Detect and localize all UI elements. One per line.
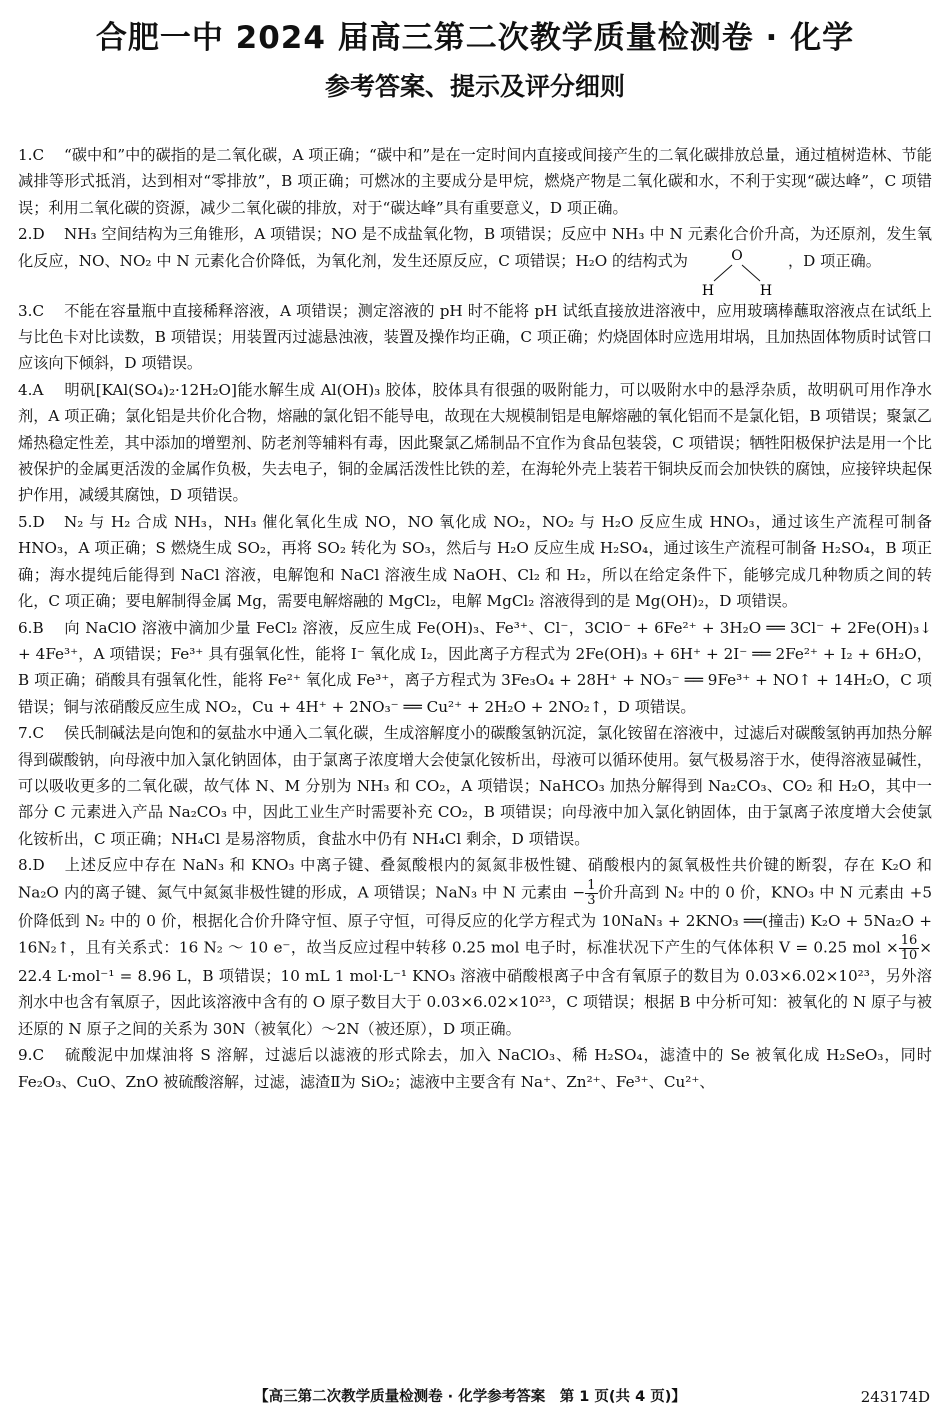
question-number: 4.A [18,380,44,399]
question-4 [18,377,932,509]
question-7 [18,720,932,852]
question-number: 5.D [18,512,45,531]
question-2 [18,221,932,297]
question-6 [18,615,932,721]
question-number: 9.C [18,1046,45,1065]
structure-atom-h-left: H [701,282,715,298]
question-explanation: 明矾[KAl(SO₄)₂·12H₂O]能水解生成 Al(OH)₃ 胶体，胶体具有很强的吸附能力，可以吸附水中的悬浮杂质，故明矾可用作净水剂，A 项正确；氯化铝是共价化合物，熔融的氯化铝不能导电，故现在大规模制铝是电解熔融的氧化铝而不是氯化铝，B 项错误；聚氯乙烯热稳定性差，其中添加的增塑剂、防老剂等辅料有毒，因此聚氯乙烯制品不宜作为食品包装袋，C 项错误；牺牲阳极保护法是用一个比被保护的金属更活泼的金属作负极，失去电子，铜的金属活泼性比铁的差，在海轮外壳上装若干铜块反而会加快铁的腐蚀，应接锌块起保护作用，减缓其腐蚀，D 项错误。 [18,380,932,505]
question-8 [18,852,932,1042]
question-explanation: 不能在容量瓶中直接稀释溶液，A 项错误；测定溶液的 pH 时不能将 pH 试纸直接放进溶液中，应用玻璃棒蘸取溶液点在试纸上与比色卡对比读数，B 项错误；用装置丙过滤悬浊液，装置及操作均正确，C 项正确；灼烧固体时应选用坩埚，且加热固体物质时试管口应该向下倾斜，D 项错误。 [18,301,932,373]
question-number: 6.B [18,618,44,637]
question-number: 1.C [18,146,45,164]
footer-page-info: 【高三第二次教学质量检测卷 · 化学参考答案 第 1 页(共 4 页)】 [254,1389,686,1405]
question-9 [18,1042,932,1095]
page-subtitle: 参考答案、提示及评分细则 [324,72,625,101]
question-explanation-part-b: 价升高到 N₂ 中的 0 价，KNO₃ 中 N 元素由 +5 价降低到 N₂ 中的 0 价，根据化合价升降守恒、原子守恒，可得反应的化学方程式为 10NaN₃ + 2KNO₃ ══(撞击) K₂O + 5Na₂O + 16N₂↑，且有关系式：16 N₂ ～ 10 e⁻，故当反应过程中转移 0.25 mol 电子时，标准状况下产生的气体体积 V = 0.25 mol × [18,883,933,957]
water-structure-formula [692,248,782,298]
question-1 [18,142,932,221]
fraction-one-third: $\frac{1}{3}$ [587,877,596,908]
question-explanation: “碳中和”中的碳指的是二氧化碳，A 项正确；“碳中和”是在一定时间内直接或间接产生的二氧化碳排放总量，通过植树造林、节能减排等形式抵消，达到相对“零排放”，B 项正确；可燃冰的主要成分是甲烷，燃烧产物是二氧化碳和水，不利于实现“碳达峰”，C 项错误；利用二氧化碳的资源，减少二氧化碳的排放，对于“碳达峰”具有重要意义，D 项正确。 [18,146,932,217]
question-explanation-tail: ，D 项正确。 [787,251,881,270]
question-explanation: N₂ 与 H₂ 合成 NH₃，NH₃ 催化氧化生成 NO，NO 氧化成 NO₂，NO₂ 与 H₂O 反应生成 HNO₃，通过该生产流程可制备 HNO₃，A 项正确；S 燃烧生成 SO₂，再将 SO₂ 转化为 SO₃，然后与 H₂O 反应生成 H₂SO₄，通过该生产流程可制备 H₂SO₄，B 项正确；海水提纯后能得到 NaCl 溶液，电解饱和 NaCl 溶液生成 NaOH、Cl₂ 和 H₂，所以在给定条件下，能够完成几种物质之间的转化，C 项正确；要电解制得金属 Mg，需要电解熔融的 MgCl₂，电解 MgCl₂ 溶液得到的是 Mg(OH)₂，D 项错误。 [18,512,932,611]
question-explanation-part-c: × 22.4 L·mol⁻¹ = 8.96 L，B 项错误；10 mL 1 mol·L⁻¹ KNO₃ 溶液中硝酸根离子中含有氧原子的数目为 0.03×6.02×10²³，另外溶剂水中也含有氧原子，因此该溶液中含有的 O 原子数目大于 0.03×6.02×10²³，C 项错误；根据 B 中分析可知：被氧化的 N 原子与被还原的 N 原子之间的关系为 30N（被氧化）～2N（被还原），D 项正确。 [18,938,932,1038]
question-explanation: NH₃ 空间结构为三角锥形，A 项错误；NO 是不成盐氧化物，B 项错误；反应中 NH₃ 中 N 元素化合价升高，为还原剂，发生氧化反应，NO、NO₂ 中 N 元素化合价降低，为氧化剂，发生还原反应，C 项错误；H₂O 的结构式为 [18,225,932,270]
question-number: 8.D [18,856,45,875]
structure-atom-h-right: H [759,282,773,298]
question-explanation: 侯氏制碱法是向饱和的氨盐水中通入二氧化碳，生成溶解度小的碳酸氢钠沉淀，氯化铵留在溶液中，过滤后对碳酸氢钠再加热分解得到碳酸钠，向母液中加入氯化钠固体，由于氯离子浓度增大会使氯化铵析出，母液可以循环使用。氨气极易溶于水，使得溶液显碱性，可以吸收更多的二氧化碳，故气体 N、M 分别为 NH₃ 和 CO₂，A 项错误；NaHCO₃ 加热分解得到 Na₂CO₃、CO₂ 和 H₂O，其中一部分 C 元素进入产品 Na₂CO₃ 中，因此工业生产时需要补充 CO₂，B 项错误；向母液中加入氯化钠固体，由于氯离子浓度增大会使氯化铵析出，C 项正确；NH₄Cl 是易溶物质，食盐水中仍有 NH₄Cl 剩余，D 项错误。 [18,724,932,848]
water-structure-diagram [692,248,782,298]
page-title: 合肥一中 2024 届高三第二次教学质量检测卷 · 化学 [95,20,855,56]
answer-list [18,142,932,1095]
question-number: 7.C [18,724,45,743]
page-footer [0,1384,950,1410]
question-3 [18,298,932,377]
fraction-sixteen-tenths: $\frac{16}{10}$ [900,932,918,963]
structure-atom-o: O [731,247,743,264]
question-5 [18,509,932,615]
footer-doc-code: 243174D [860,1388,930,1406]
question-explanation-part-a: 上述反应中存在 NaN₃ 和 KNO₃ 中离子键、叠氮酸根内的氮氮非极性键、硝酸根内的氮氧极性共价键的断裂，存在 K₂O 和 Na₂O 内的离子键、氮气中氮氮非极性键的形成，A 项错误；NaN₃ 中 N 元素由 − [18,856,932,902]
question-number: 3.C [18,301,45,320]
question-number: 2.D [18,225,45,244]
question-explanation: 向 NaClO 溶液中滴加少量 FeCl₂ 溶液，反应生成 Fe(OH)₃、Fe³⁺、Cl⁻，3ClO⁻ + 6Fe²⁺ + 3H₂O ══ 3Cl⁻ + 2Fe(OH)₃↓ + 4Fe³⁺，A 项错误；Fe³⁺ 具有强氧化性，能将 I⁻ 氧化成 I₂，因此离子方程式为 2Fe(OH)₃ + 6H⁺ + 2I⁻ ══ 2Fe²⁺ + I₂ + 6H₂O，B 项正确；硝酸具有强氧化性，能将 Fe²⁺ 氧化成 Fe³⁺，离子方程式为 3Fe₃O₄ + 28H⁺ + NO₃⁻ ══ 9Fe³⁺ + NO↑ + 14H₂O，C 项错误；铜与浓硝酸反应生成 NO₂，Cu + 4H⁺ + 2NO₃⁻ ══ Cu²⁺ + 2H₂O + 2NO₂↑，D 项错误。 [18,618,932,716]
question-explanation: 硫酸泥中加煤油将 S 溶解，过滤后以滤液的形式除去，加入 NaClO₃、稀 H₂SO₄，滤渣中的 Se 被氧化成 H₂SeO₃，同时 Fe₂O₃、CuO、ZnO 被硫酸溶解，过滤，滤渣Ⅱ为 SiO₂；滤液中主要含有 Na⁺、Zn²⁺、Fe³⁺、Cu²⁺、 [18,1046,932,1091]
